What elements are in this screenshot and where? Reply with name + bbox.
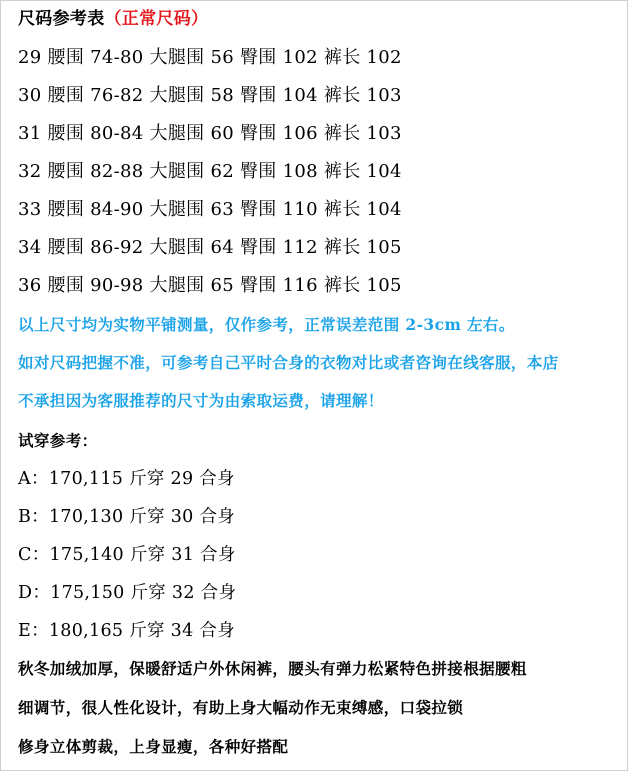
feature-line: 秋冬加绒加厚，保暖舒适户外休闲裤，腰头有弹力松紧特色拼接根据腰粗 [18,659,527,678]
size-row: 31 腰围 80-84 大腿围 60 臀围 106 裤长 103 [18,123,402,144]
measurement-note: 以上尺寸均为实物平铺测量，仅作参考，正常误差范围 2-3cm 左右。 [18,315,515,334]
try-on-row: B：170,130 斤穿 30 合身 [18,507,236,527]
try-on-row: A：170,115 斤穿 29 合身 [18,469,235,489]
size-row: 33 腰围 84-90 大腿围 63 臀围 110 裤长 104 [18,199,402,220]
title-text: 尺码参考表 [18,9,105,29]
try-on-row: C：175,140 斤穿 31 合身 [18,545,236,565]
size-row: 36 腰围 90-98 大腿围 65 臀围 116 裤长 105 [18,275,402,296]
service-note: 如对尺码把握不准，可参考自己平时合身的衣物对比或者咨询在线客服，本店 [18,353,559,372]
feature-line: 细调节，很人性化设计，有助上身大幅动作无束缚感，口袋拉锁 [18,698,464,717]
size-row: 29 腰围 74-80 大腿围 56 臀围 102 裤长 102 [18,47,402,68]
feature-line: 修身立体剪裁，上身显瘦，各种好搭配 [18,737,289,756]
size-row: 30 腰围 76-82 大腿围 58 臀围 104 裤长 103 [18,85,402,106]
size-row: 32 腰围 82-88 大腿围 62 臀围 108 裤长 104 [18,161,402,182]
try-on-row: E：180,165 斤穿 34 合身 [18,621,235,641]
size-chart-title [18,8,208,30]
shipping-note: 不承担因为客服推荐的尺寸为由索取运费，请理解！ [18,391,384,410]
try-on-row: D：175,150 斤穿 32 合身 [18,583,237,603]
size-row: 34 腰围 86-92 大腿围 64 臀围 112 裤长 105 [18,237,402,258]
title-note: （正常尺码） [104,9,209,29]
try-on-heading: 试穿参考： [18,431,98,450]
